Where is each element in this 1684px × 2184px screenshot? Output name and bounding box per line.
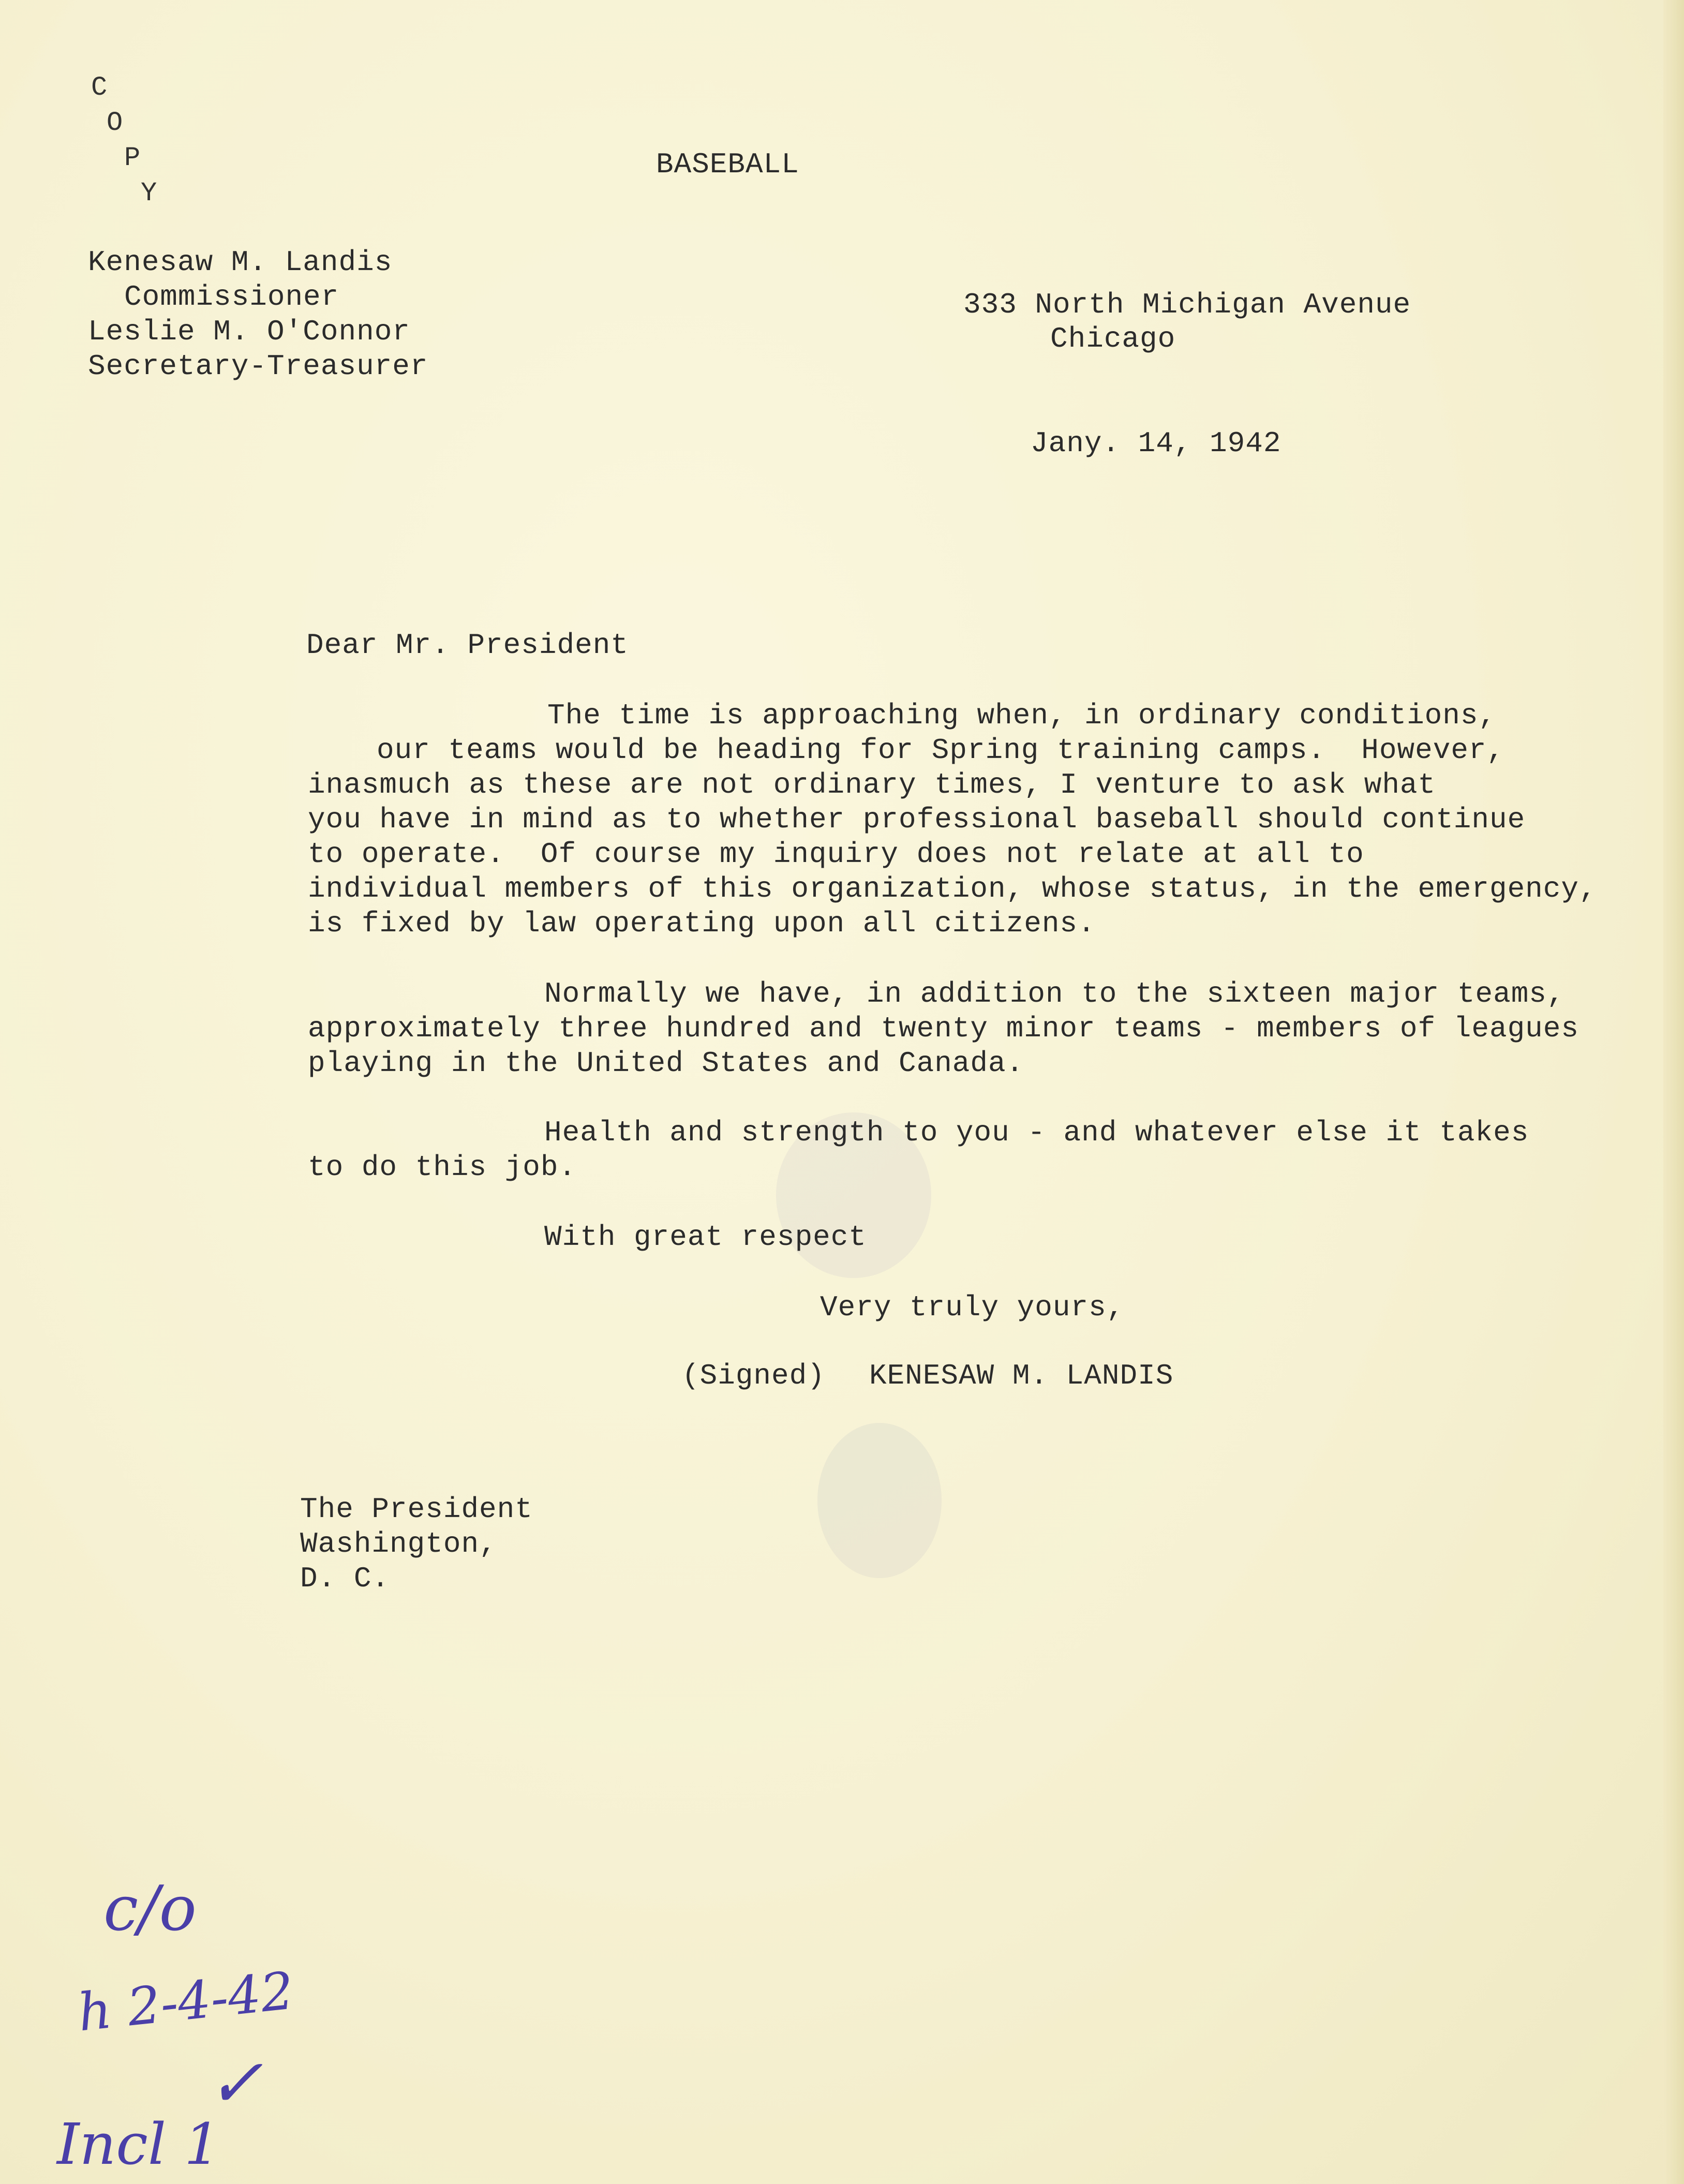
handwritten-note-incl: Incl 1 <box>57 2111 221 2177</box>
official-name-1: Kenesaw M. Landis <box>88 246 393 279</box>
paragraph-1-line-1: The time is approaching when, in ordinary conditions, <box>547 699 1497 732</box>
address-city: Chicago <box>1050 322 1176 355</box>
paragraph-1-line-6: individual members of this organization, whose status, in the emergency, <box>308 872 1597 905</box>
paragraph-1-line-3: inasmuch as these are not ordinary times, I venture to ask what <box>308 768 1436 801</box>
paper-edge <box>1663 0 1684 2184</box>
paragraph-1-line-5: to operate. Of course my inquiry does not relate at all to <box>308 838 1364 871</box>
recipient-line-3: D. C. <box>300 1562 390 1595</box>
paper-smudge <box>817 1423 942 1578</box>
closing-respect: With great respect <box>544 1221 867 1254</box>
copy-mark-c: C <box>91 72 108 103</box>
paragraph-3-line-1: Health and strength to you - and whatever else it takes <box>544 1116 1529 1149</box>
official-name-2: Leslie M. O'Connor <box>88 315 410 348</box>
official-title-2: Secretary-Treasurer <box>88 350 428 383</box>
paragraph-2-line-3: playing in the United States and Canada. <box>308 1047 1024 1080</box>
paragraph-2-line-2: approximately three hundred and twenty minor teams - members of leagues <box>308 1012 1579 1045</box>
recipient-line-2: Washington, <box>300 1527 497 1561</box>
copy-mark-o: O <box>107 108 123 138</box>
letterhead-title: BASEBALL <box>656 148 799 181</box>
handwritten-note-co: c/o <box>103 1873 197 1945</box>
paragraph-3-line-2: to do this job. <box>308 1151 577 1184</box>
paragraph-2-line-1: Normally we have, in addition to the sixteen major teams, <box>544 977 1565 1011</box>
copy-mark-p: P <box>124 143 141 173</box>
recipient-line-1: The President <box>300 1493 533 1526</box>
paragraph-1-line-4: you have in mind as to whether professional baseball should continue <box>308 803 1526 836</box>
paragraph-1-line-7: is fixed by law operating upon all citizens. <box>308 907 1096 940</box>
official-title-1: Commissioner <box>124 280 339 314</box>
letter-date: Jany. 14, 1942 <box>1031 427 1281 460</box>
paragraph-1-line-2: our teams would be heading for Spring training camps. However, <box>377 734 1505 767</box>
copy-mark-y: Y <box>141 178 157 209</box>
address-street: 333 North Michigan Avenue <box>963 288 1411 321</box>
signed-label: (Signed) <box>682 1359 825 1392</box>
signer-name: KENESAW M. LANDIS <box>869 1359 1174 1392</box>
handwritten-note-date: h 2-4-42 <box>75 1960 297 2043</box>
closing: Very truly yours, <box>820 1291 1125 1324</box>
checkmark-icon: ✓ <box>207 2044 263 2122</box>
salutation: Dear Mr. President <box>306 629 629 662</box>
